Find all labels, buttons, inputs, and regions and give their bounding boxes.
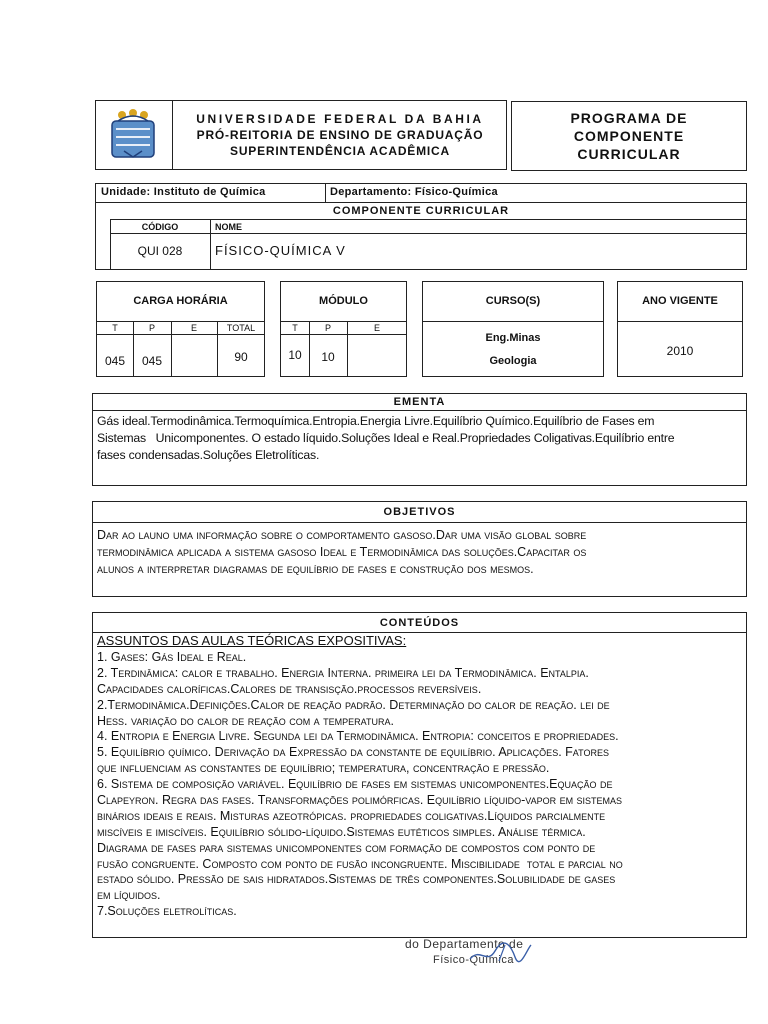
conteudos-line: 2.Termodinâmica.Definições.Calor de reação padrão. Determinação do calor de reação. lei de [97,697,610,712]
course-item: Eng.Minas [485,332,541,344]
workload-value-t: 045 [104,354,126,368]
course-item: Geologia [489,355,537,367]
conteudos-list [97,650,747,920]
stamp-line-2: Físico-Química [433,954,514,966]
conteudos-line: 2. Terdinâmica: calor e trabalho. Energia Interna. primeira lei da Termodinâmica. Entalpia. [97,665,589,680]
conteudos-line: que influenciam as constantes de equilíbrio; temperatura, concentração e pressão. [97,761,550,776]
header-logo-box [95,100,507,170]
workload-label: CARGA HORÁRIA [133,295,228,307]
ementa-title: EMENTA [393,396,446,408]
conteudos-line: Clapeyron. Regra das fases. Transformações polimórficas. Equilíbrio líquido-vapor em sistemas [97,793,623,808]
pro-rectory-name: PRÓ-REITORIA DE ENSINO DE GRADUAÇÃO [196,128,484,142]
conteudos-line: estado sólido. Pressão de sais hidratados.Sistemas de três componentes.Solubilidade de gases [97,872,616,887]
workload-col-total: TOTAL [226,323,256,333]
module-label: MÓDULO [319,295,368,307]
conteudos-line: fusão congruente. Composto com ponto de fusão incongruente. Miscibilidade total e parcial no [97,856,623,871]
department-stamp [395,937,595,973]
current-year-label: ANO VIGENTE [642,295,718,307]
conteudos-line: binários ideais e reais. Misturas azeotrópicas. propriedades coligativas.Líquidos parcialmente [97,808,606,823]
workload-col-e: E [190,323,197,333]
program-title-line-2: COMPONENTE [573,128,685,144]
courses-box [422,281,604,377]
name-column-header: NOME [215,222,242,232]
workload-box [96,281,265,377]
conteudos-line: miscíveis e imiscíveis. Equilíbrio sólido-líquido.Sistemas eutéticos simples. Análise térmica. [97,824,586,839]
courses-label: CURSO(S) [485,295,541,307]
component-section-title: COMPONENTE CURRICULAR [332,205,510,217]
workload-col-p: P [148,323,155,333]
program-title-box [511,101,747,171]
objetivos-line: Dar ao launo uma informação sobre o comportamento gasoso.Dar uma visão global sobre [97,528,587,542]
conteudos-line: Hess. variação do calor de reação com a temperatura. [97,713,394,728]
code-column-header: CÓDIGO [141,222,179,232]
current-year-value: 2010 [666,344,694,358]
objetivos-box [92,501,747,597]
ementa-line: Sistemas Unicomponentes. O estado líquido.Soluções Ideal e Real.Propriedades Coligativas.Equilíbrio entre [97,431,675,445]
ementa-line: Gás ideal.Termodinâmica.Termoquímica.Entropia.Energia Livre.Equilíbrio Químico.Equilíbrio de Fases em [97,414,655,428]
workload-col-t: T [112,323,118,333]
workload-value-total: 90 [234,350,248,364]
department-label: Departamento: Físico-Química [330,186,498,198]
module-box [280,281,407,377]
module-value-p: 10 [321,350,335,364]
conteudos-line: 5. Equilíbrio químico. Derivação da Expressão da constante de equilíbrio. Aplicações. Fatores [97,745,609,760]
module-col-p: P [324,323,331,333]
university-crest-icon [104,107,162,163]
workload-value-p: 045 [141,354,163,368]
stamp-line-1: do Departamento de [405,937,524,951]
course-code: QUI 028 [137,244,183,258]
university-name: UNIVERSIDADE FEDERAL DA BAHIA [196,112,484,126]
conteudos-line: Capacidades caloríficas.Calores de transisção.processos reversíveis. [97,681,482,696]
conteudos-subtitle: ASSUNTOS DAS AULAS TEÓRICAS EXPOSITIVAS: [97,633,407,648]
component-box [95,183,747,270]
superintendence-name: SUPERINTENDÊNCIA ACADÊMICA [230,144,450,158]
course-name: FÍSICO-QUÍMICA V [215,243,346,258]
conteudos-line: 1. Gases: Gás Ideal e Real. [97,650,247,664]
module-value-t: 10 [288,348,302,362]
conteudos-box [92,612,747,938]
conteudos-title: CONTEÚDOS [379,617,460,629]
module-col-e: E [373,323,380,333]
program-title-line-1: PROGRAMA DE [570,110,688,126]
conteudos-line: 6. Sistema de composição variável. Equilíbrio de fases em sistemas unicomponentes.Equação de [97,777,613,792]
conteudos-line: Diagrama de fases para sistemas unicomponentes com formação de compostos com ponto de [97,840,596,855]
conteudos-line: 7.Soluções eletrolíticas. [97,904,237,919]
current-year-box [617,281,743,377]
conteudos-line: em líquidos. [97,888,161,903]
objetivos-title: OBJETIVOS [383,506,456,518]
objetivos-line: termodinâmica aplicada a sistema gasoso Ideal e Termodinâmica das soluções.Capacitar os [97,545,587,559]
module-col-t: T [292,323,298,333]
program-title-line-3: CURRICULAR [577,146,681,162]
objetivos-line: alunos a interpretar diagramas de equilíbrio de fases e construção dos mesmos. [97,562,534,576]
ementa-box [92,393,747,486]
ementa-line: fases condensadas.Soluções Eletrolíticas. [97,448,320,462]
conteudos-line: 4. Entropia e Energia Livre. Segunda lei da Termodinâmica. Entropia: conceitos e propriedades. [97,729,619,744]
signature-scribble-icon [465,939,535,967]
unit-label: Unidade: Instituto de Química [101,186,266,198]
